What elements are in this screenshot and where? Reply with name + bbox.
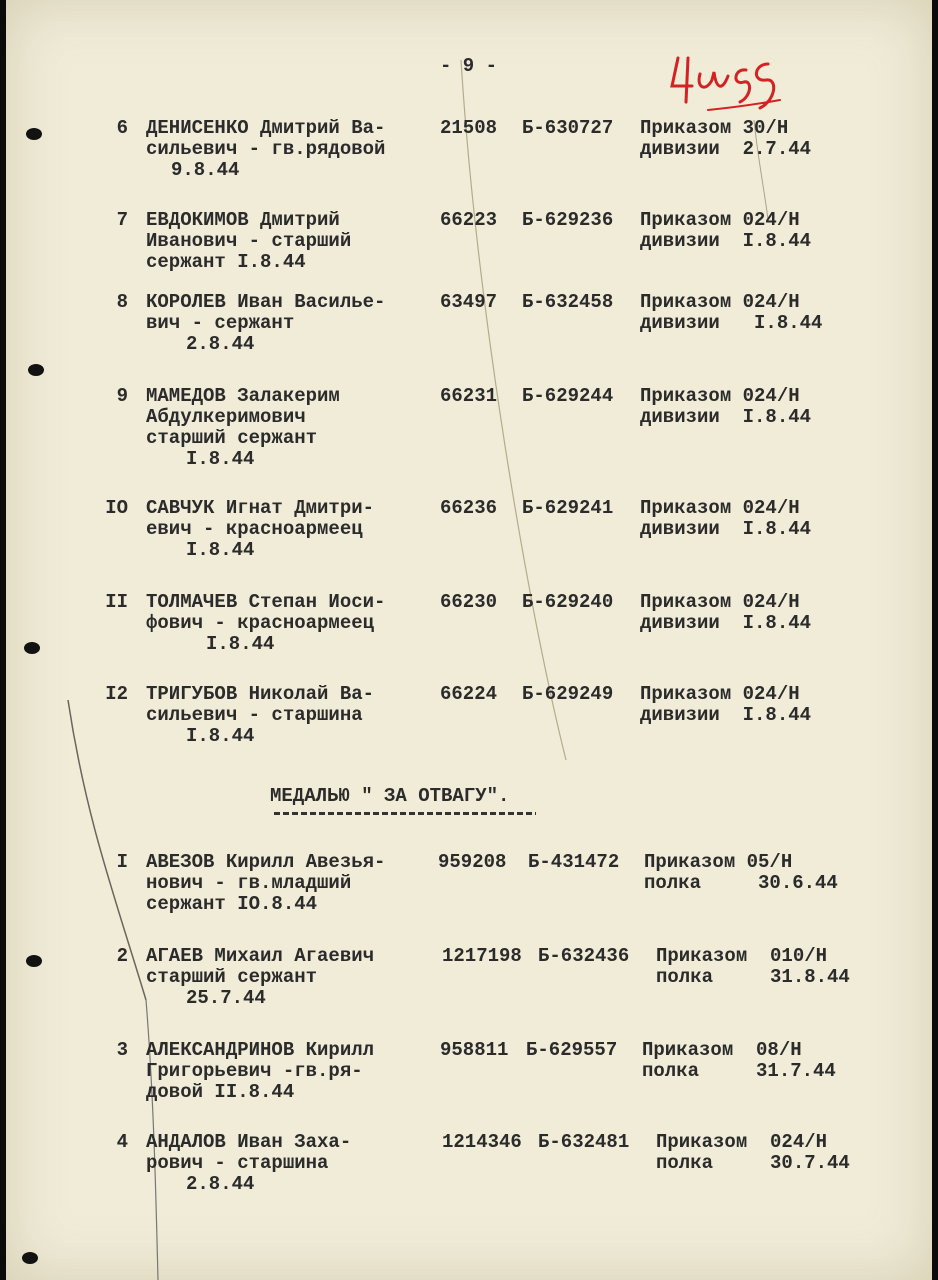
entry-order-line: полка 31.7.44 — [642, 1060, 836, 1082]
entry-cert-number: Б-630727 — [522, 117, 614, 139]
entry-order-line: Приказом 024/Н — [640, 497, 800, 519]
entry-name-line: I.8.44 — [186, 448, 255, 470]
entry-name-line: АВЕЗОВ Кирилл Авезья- — [146, 851, 386, 873]
entry-order-line: Приказом 024/Н — [640, 291, 800, 313]
entry-cert-number: Б-629244 — [522, 385, 614, 407]
entry-order-line: полка 30.6.44 — [644, 872, 838, 894]
punch-hole — [26, 128, 42, 140]
entry-reg-number: 66236 — [440, 497, 498, 519]
entry-cert-number: Б-632458 — [522, 291, 614, 313]
punch-hole — [24, 642, 40, 654]
entry-cert-number: Б-632481 — [538, 1131, 630, 1153]
entry-number: 2 — [116, 945, 128, 967]
entry-order-line: полка 31.8.44 — [656, 966, 850, 988]
entry-name-line: МАМЕДОВ Залакерим — [146, 385, 340, 407]
entry-name-line: сильевич - старшина — [146, 704, 363, 726]
entry-order-line: дивизии 2.7.44 — [640, 138, 812, 160]
entry-reg-number: 66231 — [440, 385, 498, 407]
entry-name-line: фович - красноармеец — [146, 612, 375, 634]
entry-cert-number: Б-629240 — [522, 591, 614, 613]
entry-order-line: Приказом 30/Н — [640, 117, 789, 139]
entry-name-line: I.8.44 — [206, 633, 275, 655]
entry-name-line: I.8.44 — [186, 725, 255, 747]
entry-cert-number: Б-629241 — [522, 497, 614, 519]
entry-order-line: дивизии I.8.44 — [640, 518, 812, 540]
entry-order-line: Приказом 024/Н — [640, 385, 800, 407]
entry-name-line: ТОЛМАЧЕВ Степан Иоси- — [146, 591, 386, 613]
entry-reg-number: 958811 — [440, 1039, 509, 1061]
entry-name-line: сержант I.8.44 — [146, 251, 306, 273]
entry-name-line: Григорьевич -гв.ря- — [146, 1060, 363, 1082]
entry-name-line: рович - старшина — [146, 1152, 329, 1174]
entry-name-line: АЛЕКСАНДРИНОВ Кирилл — [146, 1039, 375, 1061]
punch-hole — [28, 364, 44, 376]
entry-order-line: Приказом 024/Н — [640, 683, 800, 705]
entry-name-line: ЕВДОКИМОВ Дмитрий — [146, 209, 340, 231]
entry-name-line: 2.8.44 — [186, 1173, 255, 1195]
entry-name-line: Абдулкеримович — [146, 406, 306, 428]
section-heading: МЕДАЛЬЮ " ЗА ОТВАГУ". — [270, 785, 510, 807]
entry-number: I — [116, 851, 128, 873]
entry-cert-number: Б-629557 — [526, 1039, 618, 1061]
entry-name-line: старший сержант — [146, 427, 318, 449]
entry-order-line: Приказом 08/Н — [642, 1039, 802, 1061]
entry-order-line: дивизии I.8.44 — [640, 612, 812, 634]
entry-name-line: 25.7.44 — [186, 987, 266, 1009]
entry-cert-number: Б-629249 — [522, 683, 614, 705]
entry-name-line: АНДАЛОВ Иван Заха- — [146, 1131, 352, 1153]
entry-number: 8 — [116, 291, 128, 313]
entry-order-line: Приказом 024/Н — [656, 1131, 828, 1153]
entry-reg-number: 1217198 — [442, 945, 522, 967]
entry-name-line: КОРОЛЕВ Иван Василье- — [146, 291, 386, 313]
entry-name-line: старший сержант — [146, 966, 318, 988]
entry-name-line: нович - гв.младший — [146, 872, 352, 894]
entry-order-line: дивизии I.8.44 — [640, 312, 823, 334]
entry-order-line: Приказом 010/Н — [656, 945, 828, 967]
entry-cert-number: Б-431472 — [528, 851, 620, 873]
punch-hole — [26, 955, 42, 967]
entry-order-line: полка 30.7.44 — [656, 1152, 850, 1174]
entry-name-line: САВЧУК Игнат Дмитри- — [146, 497, 375, 519]
entry-number: 4 — [116, 1131, 128, 1153]
entry-number: II — [105, 591, 128, 613]
entry-reg-number: 1214346 — [442, 1131, 522, 1153]
entry-name-line: ТРИГУБОВ Николай Ва- — [146, 683, 375, 705]
entry-name-line: сержант IO.8.44 — [146, 893, 318, 915]
entry-name-line: вич - сержант — [146, 312, 295, 334]
entry-order-line: дивизии I.8.44 — [640, 704, 812, 726]
entry-reg-number: 66230 — [440, 591, 498, 613]
entry-reg-number: 959208 — [438, 851, 507, 873]
punch-hole — [22, 1252, 38, 1264]
entry-name-line: I.8.44 — [186, 539, 255, 561]
handwritten-red-mark — [668, 52, 784, 112]
entry-name-line: 2.8.44 — [186, 333, 255, 355]
page-number: - 9 - — [440, 55, 498, 77]
entry-name-line: АГАЕВ Михаил Агаевич — [146, 945, 375, 967]
entry-order-line: дивизии I.8.44 — [640, 230, 812, 252]
entry-name-line: 9.8.44 — [171, 159, 240, 181]
entry-order-line: Приказом 024/Н — [640, 591, 800, 613]
entry-order-line: Приказом 05/Н — [644, 851, 793, 873]
entry-name-line: евич - красноармеец — [146, 518, 363, 540]
entry-reg-number: 66224 — [440, 683, 498, 705]
entry-number: 3 — [116, 1039, 128, 1061]
entry-order-line: дивизии I.8.44 — [640, 406, 812, 428]
section-heading-underline — [274, 812, 536, 815]
entry-number: 6 — [116, 117, 128, 139]
entry-cert-number: Б-632436 — [538, 945, 630, 967]
entry-number: 9 — [116, 385, 128, 407]
entry-name-line: ДЕНИСЕНКО Дмитрий Ва- — [146, 117, 386, 139]
document-page — [6, 0, 932, 1280]
entry-name-line: довой II.8.44 — [146, 1081, 295, 1103]
entry-name-line: Иванович - старший — [146, 230, 352, 252]
entry-reg-number: 66223 — [440, 209, 498, 231]
entry-number: I2 — [105, 683, 128, 705]
entry-name-line: сильевич - гв.рядовой — [146, 138, 386, 160]
entry-reg-number: 21508 — [440, 117, 498, 139]
entry-order-line: Приказом 024/Н — [640, 209, 800, 231]
entry-number: 7 — [116, 209, 128, 231]
entry-reg-number: 63497 — [440, 291, 498, 313]
entry-number: IO — [105, 497, 128, 519]
entry-cert-number: Б-629236 — [522, 209, 614, 231]
